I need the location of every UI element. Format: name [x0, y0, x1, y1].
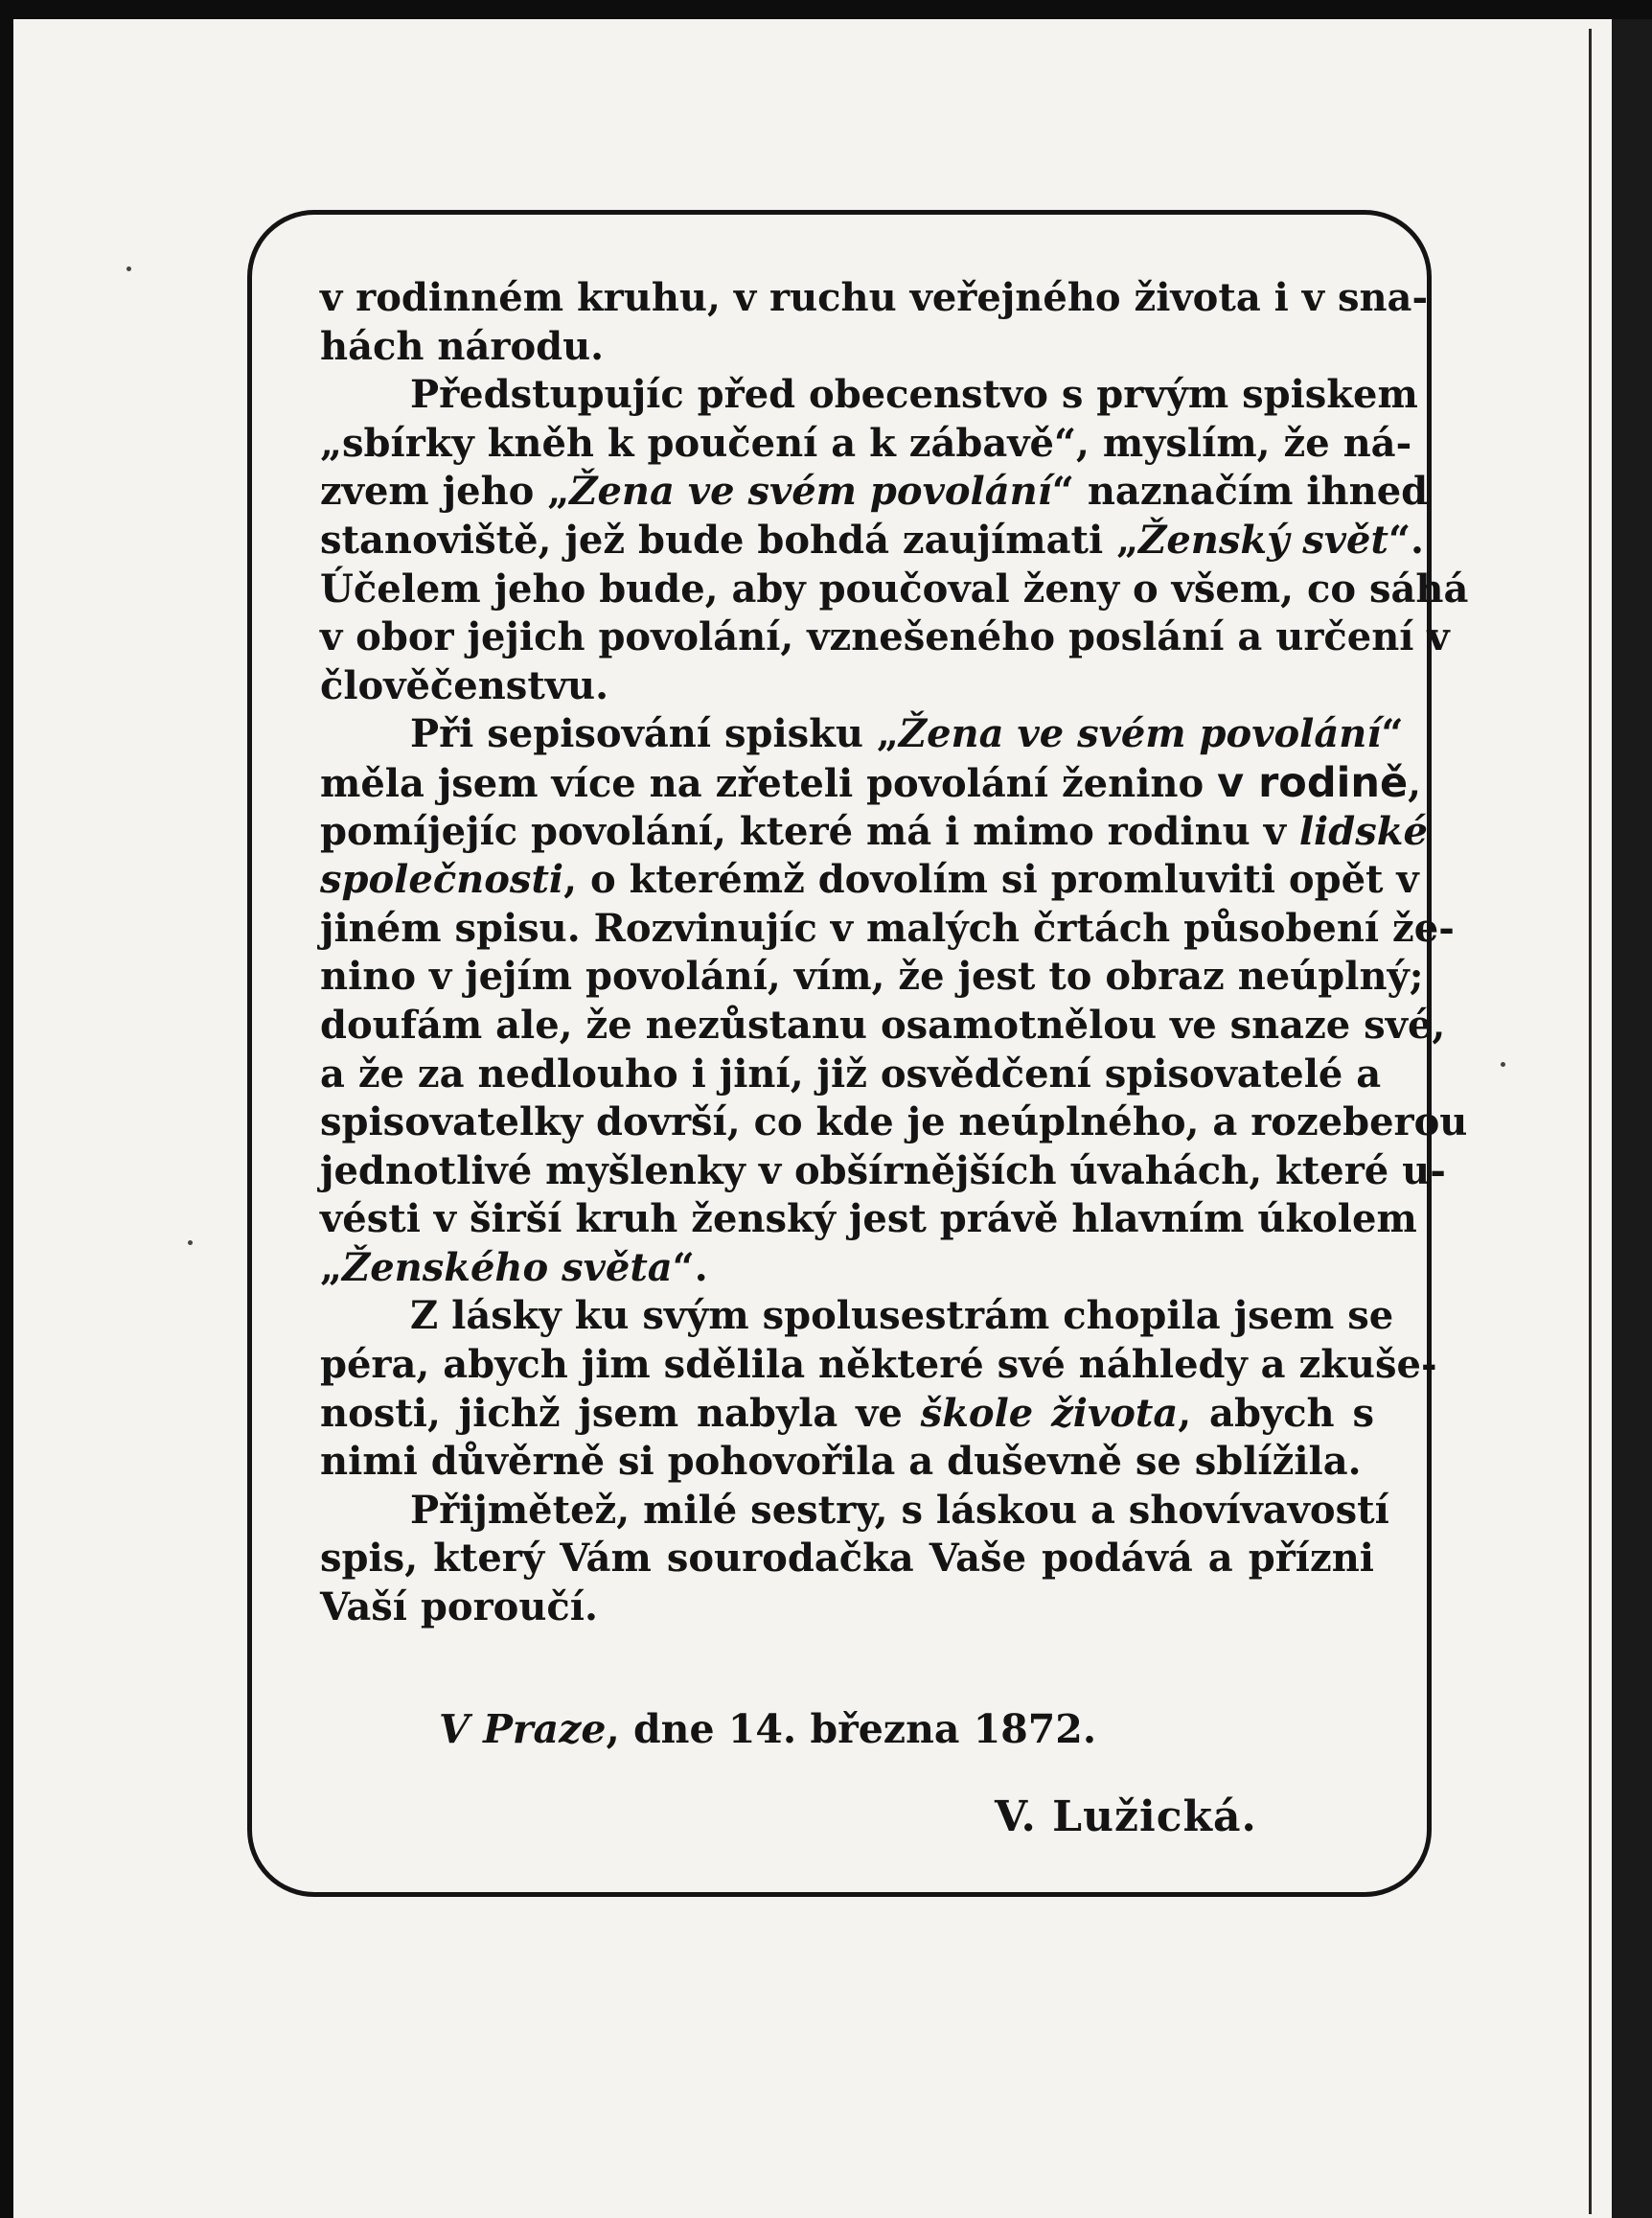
date-line: [439, 1706, 1096, 1752]
place-name: V Praze: [439, 1706, 607, 1752]
text-line: nino v jejím povolání, vím, že jest to obraz neúplný;: [320, 954, 1424, 1000]
text-line: nimi důvěrně si pohovořila a duševně se sblížila.: [320, 1439, 1362, 1485]
text-line: v obor jejich povolání, vznešeného poslání a určení v: [320, 614, 1450, 660]
text-line: vésti v širší kruh ženský jest právě hlavním úkolem: [320, 1196, 1417, 1242]
text-line: Z lásky ku svým spolusestrám chopila jsem se: [410, 1293, 1394, 1339]
text-line: jednotlivé myšlenky v obšírnějších úvahách, které u-: [320, 1147, 1446, 1193]
text-line: pomíjejíc povolání, které má i mimo rodinu v lidské: [320, 808, 1428, 854]
italic-title: Ženský svět: [1138, 517, 1388, 563]
text-line: doufám ale, že nezůstanu osamotnělou ve snaze své,: [320, 1002, 1446, 1048]
text-line: spis, který Vám sourodačka Vaše podává a přízni: [320, 1536, 1374, 1582]
text-line: péra, abych jim sdělila některé své náhledy a zkuše-: [320, 1342, 1437, 1388]
text-line: v rodinném kruhu, v ruchu veřejného života i v sna-: [320, 275, 1429, 320]
text-line: nosti, jichž jsem nabyla ve škole života, abych s: [320, 1390, 1374, 1436]
page-edge-line: [1589, 29, 1592, 2214]
italic-title: Žena ve svém povolání: [569, 469, 1052, 515]
paper-speck: [126, 266, 131, 271]
text-line: a že za nedlouho i jiní, již osvědčení spisovatelé a: [320, 1051, 1382, 1097]
text-line: Předstupujíc před obecenstvo s prvým spiskem: [410, 372, 1418, 418]
author-signature: V. Lužická.: [995, 1792, 1257, 1841]
emphasis-text: v rodině: [1217, 758, 1409, 807]
text-line: Účelem jeho bude, aby poučoval ženy o všem, co sáhá: [320, 566, 1469, 612]
italic-text: společnosti: [320, 857, 564, 903]
page-edge-shadow: [1612, 19, 1652, 2218]
paper-speck: [1501, 1062, 1505, 1067]
text-line: Vaší poroučí.: [320, 1584, 598, 1630]
italic-title: Žena ve svém povolání: [898, 711, 1382, 757]
text-line: Při sepisování spisku „Žena ve svém povolání“: [410, 711, 1404, 757]
text-line: hách národu.: [320, 323, 605, 369]
text-line: Přijmětež, milé sestry, s láskou a shovívavostí: [410, 1487, 1389, 1533]
text-line: stanoviště, jež bude bohdá zaujímati „Ženský svět: [320, 517, 1388, 563]
text-line: spisovatelky dovrší, co kde je neúplného, a rozeberou: [320, 1099, 1468, 1145]
text-line: „Ženského světa“.: [320, 1244, 708, 1290]
italic-text: lidské: [1298, 808, 1428, 854]
text-line: člověčenstvu.: [320, 662, 609, 708]
paper-speck: [188, 1240, 193, 1245]
text-line: společnosti, o kterémž dovolím si promluviti opět v: [320, 857, 1419, 903]
italic-text: škole života: [920, 1390, 1179, 1436]
italic-title: Ženského světa: [342, 1244, 673, 1290]
text-line: měla jsem více na zřeteli povolání ženino v rodině: [320, 758, 1409, 807]
preface-text: [320, 274, 1469, 1632]
date-text: , dne 14. března 1872.: [606, 1706, 1097, 1752]
text-line: „sbírky kněh k poučení a k zábavě“, myslím, že ná-: [320, 420, 1412, 466]
text-line: zvem jeho „Žena ve svém povolání“ naznačím ihned: [320, 469, 1429, 515]
text-line: jiném spisu. Rozvinujíc v malých črtách působení že-: [320, 905, 1455, 951]
